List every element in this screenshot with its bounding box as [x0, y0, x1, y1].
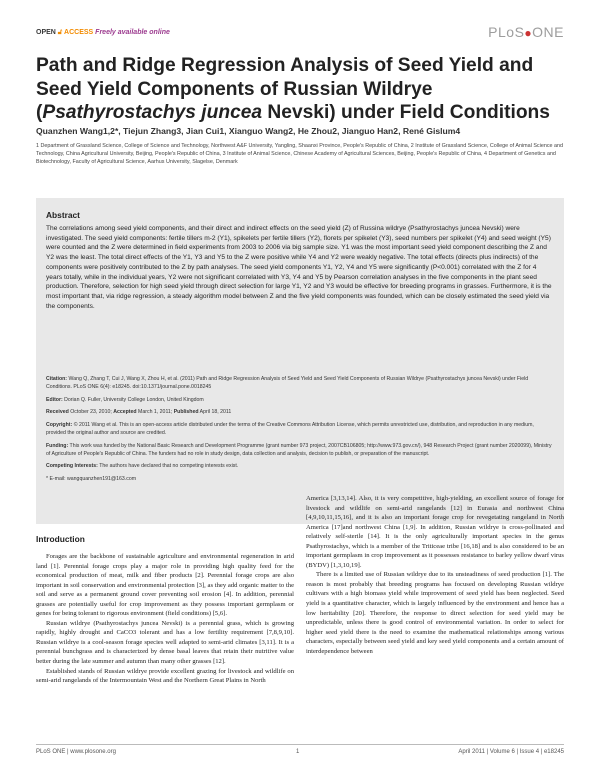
article-metadata — [46, 376, 554, 489]
citation: Citation: Wang Q, Zhang T, Cui J, Wang X, Zhou H, et al. (2011) Path and Ridge Regression Analysis of Seed Yield and Seed Yield Components of Russian Wildrye (Psathyrostachys juncea Nevski) under Field Conditions. PLoS ONE 6(4): e18245. doi:10.1371/journal.pone.0018245 — [46, 376, 529, 390]
title-part2: Nevski) under Field Conditions — [262, 102, 550, 123]
page-footer — [36, 744, 564, 759]
body-column-right — [306, 494, 564, 656]
journal-header — [36, 24, 564, 44]
abstract-heading: Abstract — [46, 210, 80, 220]
page-number: 1 — [296, 749, 300, 755]
title-species: Psathyrostachys juncea — [42, 102, 263, 123]
intro-heading: Introduction — [36, 534, 85, 544]
paragraph: America [3,13,14]. Also, it is very competitive, high-yielding, an excellent source of forage for livestock and wildlife on semi-arid rangelands [12] in Eurasia and northwest China [4,9,10,11,15,16], and it is also an important forage crop for revegetating rangeland in North America [17]and northwest China [1,9]. In addition, Russian wildrye is cross-pollinated and relatively self-sterile [14]. It is the only agriculturally important species in the genus Psathyrostachys, which is a member of the Triticeae tribe [16,18] and is also considered to be an important germplasm in crop improvement as it possesses resistance to barley yellow dwarf virus (BYDV) [1,3,10,19]. — [306, 495, 564, 569]
logo-dot-icon: ● — [524, 26, 533, 40]
journal-logo — [488, 24, 564, 40]
editor: Editor: Dorian Q. Fuller, University College London, United Kingdom — [46, 396, 204, 403]
author-list: Quanzhen Wang1,2*, Tiejun Zhang3, Jian Cui1, Xianguo Wang2, He Zhou2, Jianguo Han2, René Gislum4 — [36, 126, 461, 136]
abstract-box — [36, 198, 564, 524]
access-label: ACCESS — [64, 29, 94, 36]
affiliations: 1 Department of Grassland Science, College of Science and Technology, Northwest A&F University, Yangling, Shaanxi Province, People's Republic of China, 2 Institute of Grassland Science, College of Animal Science and Technology, China Agricultural University, Beijing, People's Republic of China, 3 Institute of Animal Science, Chinese Academy of Agricultural Sciences, Beijing, People's Republic of China, 4 Department of Genetics and Biotechnology, Faculty of Agricultural Science, Aarhus University, Slagelse, Denmark — [36, 143, 564, 166]
paragraph: Forages are the backbone of sustainable agriculture and environmental regeneration in arid land [1]. Perennial forage crops play a major role in providing high quality feed for the economical production of meat, milk and fiber products [2]. Perennial forage crops are also important in soil conservation and environmental protection [3], as they add organic matter to the soil and serve as a permanent ground cover preventing soil erosion [4]. In addition, perennial grasses are potentially useful for crop improvement as they possess important germplasm or genes for being tolerant to rigorous environment (field conditions) [5,6]. — [36, 553, 294, 618]
footer-journal: PLoS ONE | www.plosone.org — [36, 749, 116, 755]
body-column-left — [36, 552, 294, 686]
abstract-text: The correlations among seed yield components, and their direct and indirect effects on the seed yield (Z) of Russina wildrye (Psathyrostachys juncea Nevski) were investigated. The seed yield components: fertile tillers m-2 (Y1), spikelets per fertile tillers (Y2), florets per spikelet (Y3), seed numbers per spikelet (Y4) and seed weight (Y5) were counted and the Z were determined in field experiments from 2003 to 2006 via big sample size. Y1 was the most important seed yield component describing the Z and Y2 was the least. The total direct effects of the Y1, Y3 and Y5 to the Z were positive while Y4 and Y2 were weakly negative. The total effects (directs plus indirects) of the components were positively contributed to the Z by path analyses. The seed yield components Y1, Y2, Y4 and Y5 were significantly (P<0.001) correlated with the Z for 4 years totally, while in the individual years, Y2 were not significant correlated with Y3, Y4 and Y5 by Pearson correlation analyses in the five components in the plant seed production. Therefore, selection for high seed yield through direct selection for large Y1, Y2 and Y3 would be effective for breeding programs in grasses. Furthermore, it is the most important that, via ridge regression, a steady algorithm model between Z and the five yield components was founded, which can be closely estimated the seed yield via the components. — [46, 225, 552, 310]
copyright: Copyright: © 2011 Wang et al. This is an open-access article distributed under the terms of the Creative Commons Attribution License, which permits unrestricted use, distribution, and reproduction in any medium, provided the original author and source are credited. — [46, 422, 534, 436]
open-access-banner — [36, 29, 170, 37]
logo-one: ONE — [532, 24, 564, 40]
footer-issue: April 2011 | Volume 6 | Issue 4 | e18245 — [458, 749, 564, 755]
paragraph: Russian wildrye (Psathyrostachys juncea Nevski) is a perennial grass, which is growing rapidly, highly drought and CaCO3 tolerant and has a low fertility requirement [7,8,9,10]. Russian wildrye is a cool-season forage species well adapted to semi-arid climates [3,11]. It is a perennial bunchgrass and is characterized by dense basal leaves that retain their nutritive value better during the late summer and autumn than many other grasses [12]. — [36, 619, 294, 666]
article-title — [36, 54, 564, 125]
dates: Received October 23, 2010; Accepted March 1, 2011; Published April 18, 2011 — [46, 409, 232, 416]
open-label: OPEN — [36, 29, 56, 36]
paragraph: Established stands of Russian wildrye provide excellent grazing for livestock and wildlife on semi-arid rangelands of the Intermountain West and the Northern Great Plains in North — [36, 667, 294, 685]
funding: Funding: This work was funded by the National Basic Research and Development Programme (grant number 973 project, 2007CB106805; http://www.973.gov.cn/), 948 Research Project (grant number 2020099), Ministry of Agriculture of People's Republic of China. The funders had no role in study design, data collection and analysis, decision to publish, or preparation of the manuscript. — [46, 442, 552, 457]
free-label: Freely available online — [95, 29, 170, 36]
email: * E-mail: wangquanzhen191@163.com — [46, 476, 137, 483]
logo-plos: PLoS — [488, 24, 525, 40]
paragraph: There is a limited use of Russian wildrye due to its unsteadiness of seed production [1]. The reason is most probably that breeding programs has focused on developing Russian wildrye cultivars with a high biomass yield while improvement of seed yield has been neglected. Seed yield is a quantitative character, which is largely influenced by the environment and hence has a low heritability [20]. Therefore, the response to direct selection for seed yield may be unpredictable, unless there is good control of environmental variation. In order to select for higher seed yield there is the need to examine the mathematical relationships among various characters, especially between seed yield and key seed yield components and a certain amount of interdependence between — [306, 571, 564, 655]
lock-icon: 🔓︎ — [57, 29, 63, 36]
competing-interests: Competing Interests: The authors have declared that no competing interests exist. — [46, 463, 239, 470]
title-part1: Path and Ridge Regression Analysis of Seed Yield and Seed Yield Components of Russian Wildrye ( — [36, 55, 534, 123]
